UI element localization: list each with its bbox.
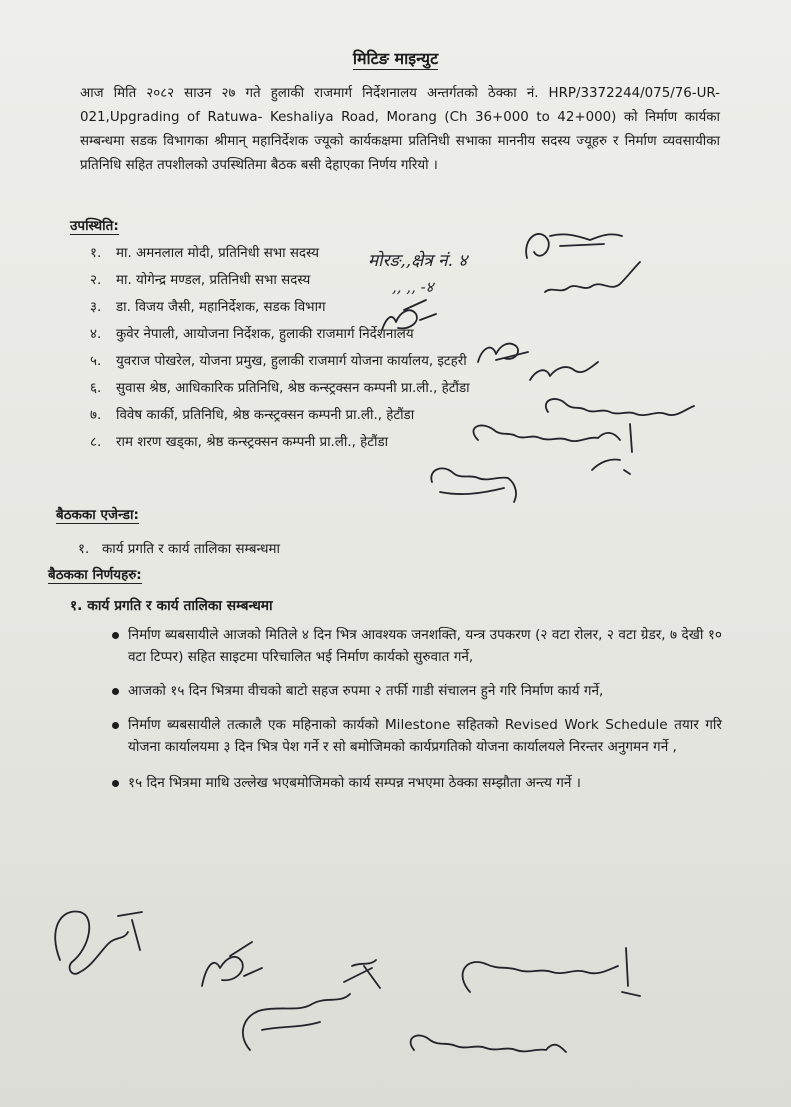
attendance-list [90,240,710,456]
agenda-item: १. कार्य प्रगति र कार्य तालिका सम्बन्धमा [78,542,280,557]
agenda-heading: बैठकका एजेन्डा: [56,507,139,523]
signature-bottom-5 [411,1035,566,1052]
signature-bottom-4 [463,948,640,996]
decision-bullet: आजको १५ दिन भित्रमा वीचको बाटो सहज रुपमा २ तर्फी गाडी संचालन हुने गरि निर्माण कार्य गर्ने, [112,680,722,702]
title-text: मिटिङ माइन्युट [352,49,439,68]
attendance-item: २. मा. योगेन्द्र मण्डल, प्रतिनिधी सभा सदस्य [90,273,311,288]
attendance-item: ७. विवेष कार्की, प्रतिनिधि, श्रेष्ठ कन्स्ट्रक्सन कम्पनी प्रा.ली., हेटौंडा [90,408,415,423]
decision-bullet: निर्माण ब्यबसायीले आजको मितिले ४ दिन भित्र आवश्यक जनशक्ति, यन्त्र उपकरण (२ वटा रोलर, २ वटा ग्रेडर, ७ देखी १० वटा टिप्पर) सहित साइटमा परिचालित भई निर्माण कार्यको सुरुवात गर्ने, [112,624,722,668]
document-title [0,47,791,69]
signature-bottom-1 [55,912,142,974]
attendance-item: ३. डा. विजय जैसी, महानिर्देशक, सडक विभाग [90,300,326,315]
handwritten-constituency-note: मोरङ,,क्षेत्र नं. ४ [368,251,468,271]
intro-paragraph: आज मिति २०८२ साउन २७ गते हुलाकी राजमार्ग निर्देशनालय अन्तर्गतको ठेक्का नं. HRP/3372244/075/76-UR-021,Upgrading of Ratuwa- Keshaliya Road, Morang (Ch 36+000 to 42+000) को निर्माण कार्यका सम्बन्धमा सडक विभागका श्रीमान् महानिर्देशक ज्यूको कार्यकक्षमा प्रतिनिधी सभाका माननीय सदस्य ज्यूहरु र निर्माण व्यवसायीका प्रतिनिधि सहित तपशीलको उपस्थितिमा बैठक बसी देहाएका निर्णय गरियो । [80,86,720,173]
attendance-heading: उपस्थिति: [70,218,119,234]
attendance-item: ४. कुवेर नेपाली, आयोजना निर्देशक, हुलाकी राजमार्ग निर्देशनालय [90,327,414,342]
handwritten-ditto-note: ,, ,, -४ [392,278,434,296]
attendance-item: ८. राम शरण खड्का, श्रेष्ठ कन्स्ट्रक्सन कम्पनी प्रा.ली., हेटौंडा [90,435,389,450]
signature-bottom-3 [243,960,380,1050]
decision-bullet: निर्माण ब्यबसायीले तत्कालै एक महिनाको कार्यको Milestone सहितको Revised Work Schedule तयार गरि योजना कार्यालयमा ३ दिन भित्र पेश गर्ने र सो बमोजिमको कार्यप्रगतिको योजना कार्यालयले निरन्तर अनुगमन गर्ने , [112,714,722,758]
decision-subheading: १. कार्य प्रगति र कार्य तालिका सम्बन्धमा [70,598,273,614]
attendance-item: १. मा. अमनलाल मोदी, प्रतिनिधी सभा सदस्य [90,246,320,261]
signature-bottom-2 [202,942,262,986]
attendance-item: ५. युवराज पोखरेल, योजना प्रमुख, हुलाकी राजमार्ग योजना कार्यालय, इटहरी [90,354,467,369]
decision-list [112,624,722,802]
attendance-item: ६. सुवास श्रेष्ठ, आधिकारिक प्रतिनिधि, श्रेष्ठ कन्स्ट्रक्सन कम्पनी प्रा.ली., हेटौंडा [90,381,470,396]
signature-ramsharan [431,468,516,502]
decisions-heading: बैठकका निर्णयहरु: [48,567,142,583]
decision-bullet: १५ दिन भित्रमा माथि उल्लेख भएबमोजिमको कार्य सम्पन्न नभएमा ठेक्का सम्झौता अन्त्य गर्ने । [112,772,722,794]
